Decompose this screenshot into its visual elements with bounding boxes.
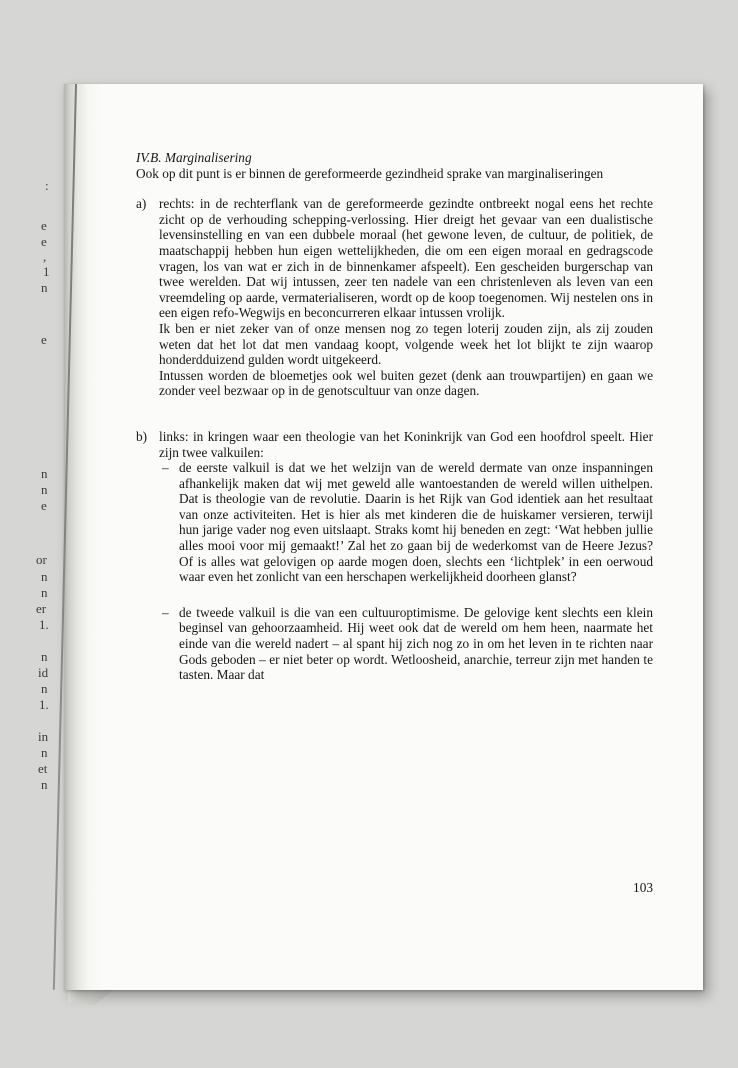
sub-item-2 xyxy=(159,605,653,683)
margin-fragment: et xyxy=(38,761,48,776)
paragraph: de eerste valkuil is dat we het welzijn van de wereld dermate van onze inspanningen afhankelijk maken dat wij met geweld alle wantoestanden de wereld willen uithelpen. Dat is theologie van de revolutie. Daarin is het Rijk van God identiek aan het resultaat van onze activiteiten. Het is hier als met kinderen die de huiskamer versieren, terwijl hun jarige vader nog even uitslaapt. Straks komt hij beneden en zegt: ‘Wat hebben jullie alles mooi voor mij gemaakt!’ Zal het zo gaan bij de wederkomst van de Heere Jezus? Of is alles wat gelovigen op aarde mogen doen, slechts een ‘lichtplek’ in een oerwoud waar even het zonlicht van een herschapen werkelijkheid doorheen glanst? xyxy=(179,460,653,585)
margin-fragment: e xyxy=(41,332,47,347)
margin-fragment: n xyxy=(41,681,48,696)
intro-paragraph: Ook op dit punt is er binnen de gereformeerde gezindheid sprake van marginaliseringen xyxy=(136,165,604,181)
margin-fragment: 1. xyxy=(39,617,49,632)
paragraph: Ik ben er niet zeker van of onze mensen nog zo tegen loterij zouden zijn, als zij zouden weten dat het lot dat men vandaag koopt, volgende week het lot blijkt te zijn waarop honderdduizend gulden wordt uitgekeerd. xyxy=(159,320,653,368)
page-number: 103 xyxy=(633,880,653,895)
margin-fragment: n xyxy=(41,569,48,584)
margin-fragment: n xyxy=(41,649,48,664)
paragraph: Intussen worden de bloemetjes ook wel buiten gezet (denk aan trouwpartijen) en gaan we zonder veel bezwaar op in de genotscultuur van onze dagen. xyxy=(159,367,653,399)
margin-fragment: 1. xyxy=(39,697,49,712)
margin-fragment: or xyxy=(36,552,47,567)
margin-fragment: n xyxy=(41,745,48,760)
margin-fragment: e xyxy=(41,498,47,513)
paragraph: rechts: in de rechterflank van de gereformeerde gezindte ontbreekt nogal eens het rechte zicht op de verhouding schepping-verlossing. Hier dreigt het gevaar van een dualistische levensinstelling en van een dubbele moraal (het gewone leven, de cultuur, de politiek, de maatschappij hebben hun eigen wettelijkheden, die om een eigen moraal en gedragscode vragen, los van wat er zich in de binnenkamer afspeelt). Een gescheiden burgerschap van twee werelden. Dat wij intussen, zeer ten nadele van een christenleven als leven van een vreemdeling op aarde, vermaterialiseren, wordt op de koop toegenomen. Wij nestelen ons in een eigen refo-Wegwijs en beconcurreren elkaar intussen vrolijk. xyxy=(159,196,653,321)
margin-fragment: n xyxy=(41,280,48,295)
margin-fragment: n xyxy=(41,777,48,792)
item-a-body xyxy=(159,196,653,399)
paragraph: links: in kringen waar een theologie van het Koninkrijk van God een hoofdrol speelt. Hier zijn twee valkuilen: xyxy=(159,428,653,460)
margin-fragment: n xyxy=(41,585,48,600)
item-b-body xyxy=(159,429,653,683)
dash-marker: – xyxy=(162,604,169,620)
item-marker-b: b) xyxy=(136,428,148,444)
dash-marker: – xyxy=(162,460,169,476)
paragraph: de tweede valkuil is die van een cultuuroptimisme. De gelovige kent slechts een klein beginsel van gehoorzaamheid. Hij weet ook dat de wereld om hem heen, naarmate het einde van die wereld nadert – al spant hij zich nog zo in om het leven in te richten naar Gods geboden – er niet beter op wordt. Wetloosheid, anarchie, terreur zijn met handen te tasten. Maar dat xyxy=(179,604,653,683)
section-heading: IV.B. Marginalisering xyxy=(136,150,252,165)
margin-fragment: n xyxy=(41,466,48,481)
sub-item-1 xyxy=(159,460,653,585)
page-stack-edge xyxy=(68,988,116,1005)
margin-fragment: : xyxy=(45,178,49,193)
list-item-b xyxy=(136,429,653,683)
margin-fragment: e xyxy=(41,234,47,249)
margin-fragment: 1 xyxy=(43,264,50,279)
margin-fragment: er xyxy=(36,601,47,616)
page-gutter-shadow xyxy=(64,84,102,990)
margin-fragment: e xyxy=(41,218,47,233)
margin-fragment: in xyxy=(38,729,49,744)
margin-fragment: id xyxy=(38,665,49,680)
margin-fragment: , xyxy=(43,249,47,264)
page-fold-line xyxy=(53,84,77,990)
item-marker-a: a) xyxy=(136,196,147,212)
margin-fragment: n xyxy=(41,482,48,497)
list-item-a xyxy=(136,196,653,399)
page-content xyxy=(136,150,653,683)
book-page xyxy=(64,84,703,990)
